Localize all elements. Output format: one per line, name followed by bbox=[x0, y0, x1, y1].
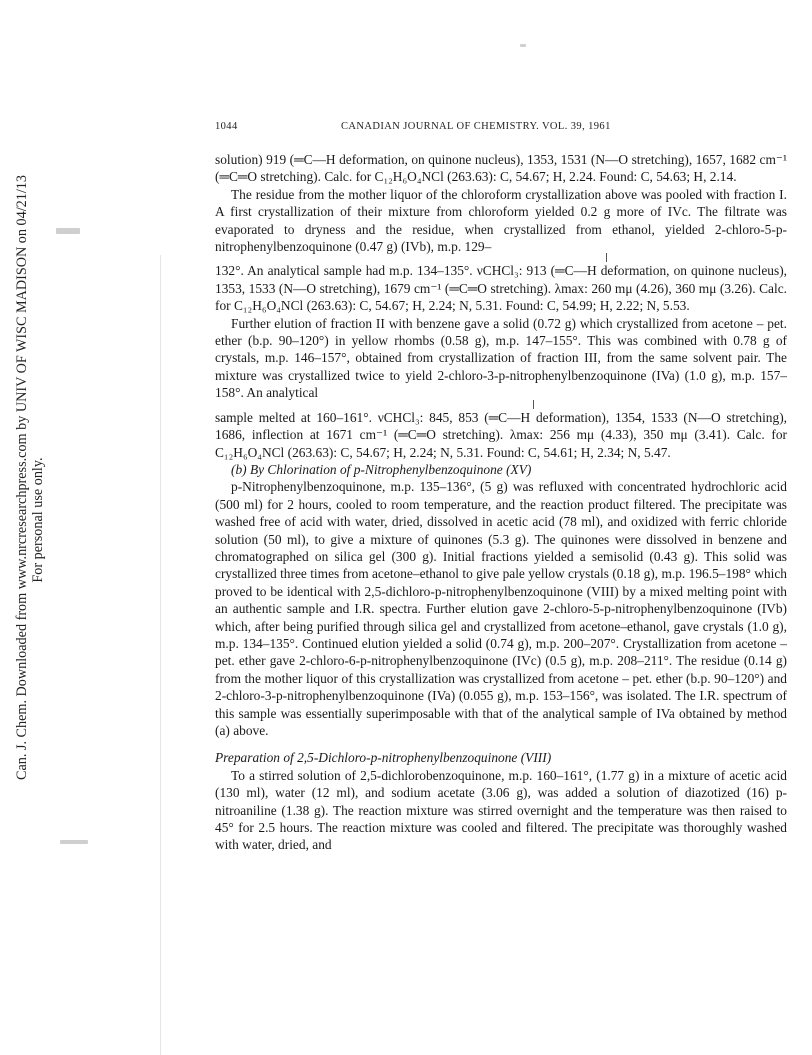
scan-speck bbox=[60, 840, 88, 844]
section-heading-viii: Preparation of 2,5-Dichloro-p-nitrophenylbenzoquinone (VIII) bbox=[215, 750, 552, 766]
subsection-heading-b: (b) By Chlorination of p-Nitrophenylbenzoquinone (XV) bbox=[231, 461, 532, 477]
scan-speck bbox=[56, 228, 80, 234]
scan-edge-line bbox=[160, 255, 161, 1055]
paragraph-ir-data-cont: solution) 919 (═C—H deformation, on quinone nucleus), 1353, 1531 (N—O stretching), 1657, 1682 cm⁻¹ (═C═O stretching). Calc. for C₁₂H₆O₄NCl (263.63): C, 54.67; H, 2.24. Found: C, 54.63; H, 2.14. bbox=[215, 152, 787, 185]
watermark-line-1: Can. J. Chem. Downloaded from www.nrcresearchpress.com by UNIV OF WISC MADISON on 04/21/13 bbox=[14, 175, 30, 780]
paragraph-viii-prep: To a stirred solution of 2,5-dichlorobenzoquinone, m.p. 160–161°, (1.77 g) in a mixture of acetic acid (130 ml), water (12 ml), and sodium acetate (3.06 g), was added a solution of diazotized (16) p-nitroaniline (1.38 g). The reaction mixture was stirred overnight and the temperature was then raised to 45° for 2.5 hours. The reaction mixture was cooled and filtered. The precipitate was thoroughly washed with water, dried, and bbox=[215, 767, 787, 853]
paragraph-further-elution: Further elution of fraction II with benzene gave a solid (0.72 g) which crystallized from acetone – pet. ether (b.p. 90–120°) in yellow rhombs (0.58 g), m.p. 147–155°. This was combined with 0.78 g of crystals, m.p. 146–157°, obtained from crystallization of fraction III, from the same solvent pair. The mixture was crystallized twice to yield 2-chloro-3-p-nitrophenylbenzoquinone (IVa) (1.0 g), m.p. 157–158°. An analytical bbox=[215, 315, 787, 401]
paragraph-mother-liquor: The residue from the mother liquor of the chloroform crystallization above was pooled with fraction I. A first crystallization of their mixture from chloroform yielded 0.2 g more of IVc. The filtrate was evaporated to dryness and the residue, when crystallized from ethanol, yielded 2-chloro-5-p-nitrophenylbenzoquinone (0.47 g) (IVb), m.p. 129– bbox=[215, 186, 787, 255]
page-number: 1044 bbox=[215, 121, 238, 132]
paragraph-ivb-analysis: 132°. An analytical sample had m.p. 134–135°. νCHCl₃: 913 (═C—H deformation, on quinone nucleus), 1353, 1533 (N—O stretching), 1679 cm⁻¹ (═C═O stretching). λmax: 260 mμ (4.26), 360 mμ (3.26). Calc. for C₁₂H₆O₄NCl (263.63): C, 54.67; H, 2.24; N, 5.31. Found: C, 54.99; H, 2.22; N, 5.53. bbox=[215, 263, 787, 314]
scan-speck bbox=[520, 44, 526, 47]
watermark-line-2: For personal use only. bbox=[30, 457, 46, 583]
bond-marker bbox=[215, 402, 787, 409]
paragraph-chlorination: p-Nitrophenylbenzoquinone, m.p. 135–136°, (5 g) was refluxed with concentrated hydrochloric acid (500 ml) for 2 hours, cooled to room temperature, and the reaction product filtered. The precipitate was washed free of acid with water, dried, dissolved in acetic acid (78 ml), and oxidized with ferric chloride solution (50 ml), to give a mixture of quinones (5.3 g). The quinones were dissolved in benzene and chromatographed on silica gel (300 g). Initial fractions yielded a semisolid (0.43 g). This solid was crystallized three times from acetone–ethanol to give pale yellow crystals (0.18 g), m.p. 196.5–198° which proved to be identical with 2,5-dichloro-p-nitrophenylbenzoquinone (VIII) by a mixed melting point with an authentic sample and I.R. spectra. Further elution gave 2-chloro-5-p-nitrophenylbenzoquinone (IVb) which, after being purified through silica gel and crystallized from acetone–ethanol, gave crystals (1.0 g), m.p. 134–135°. Continued elution yielded a solid (0.74 g), m.p. 200–207°. Crystallization from acetone – pet. ether gave 2-chloro-6-p-nitrophenylbenzoquinone (IVc) (0.5 g), m.p. 208–211°. The residue (0.14 g) from the mother liquor of this crystallization was crystallized from acetone – pet. ether (b.p. 90–120°) and 2-chloro-3-p-nitrophenylbenzoquinone (IVa) (0.055 g), m.p. 153–156°, was isolated. The I.R. spectrum of this sample was essentially superimposable with that of the analytical sample of IVa obtained by method (a) above. bbox=[215, 479, 787, 738]
journal-running-title: CANADIAN JOURNAL OF CHEMISTRY. VOL. 39, 1961 bbox=[341, 121, 611, 132]
paragraph-iva-analysis: sample melted at 160–161°. νCHCl₃: 845, 853 (═C—H deformation), 1354, 1533 (N—O stretching), 1686, inflection at 1671 cm⁻¹ (═C═O stretching). λmax: 256 mμ (4.33), 350 mμ (3.41). Calc. for C₁₂H₆O₄NCl (263.63): C, 54.67; H, 2.24; N, 5.31. Found: C, 54.61; H, 2.34; N, 5.47. bbox=[215, 409, 787, 460]
running-header bbox=[215, 121, 787, 132]
bond-marker bbox=[215, 255, 787, 262]
download-watermark bbox=[14, 175, 46, 780]
article-body bbox=[215, 151, 787, 854]
